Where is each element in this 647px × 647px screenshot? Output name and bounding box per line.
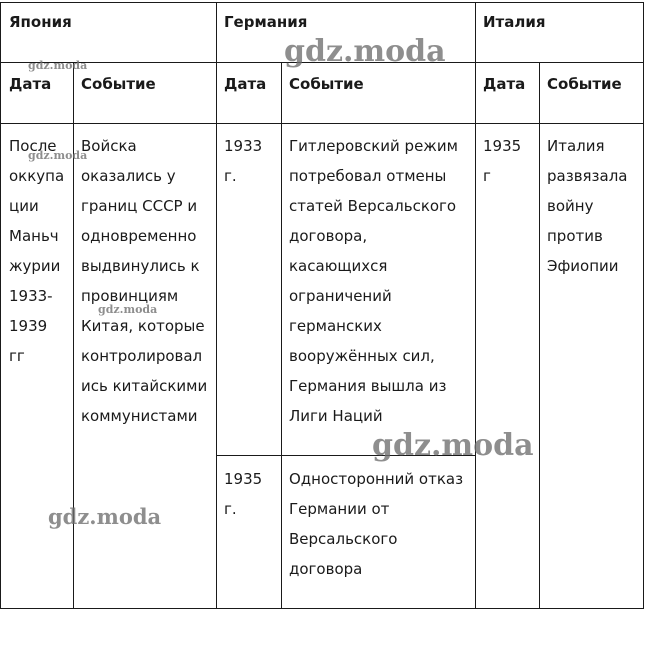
- table-left-border: [0, 2, 1, 609]
- japan-event-cell: Войска оказались у границ СССР и одновременно выдвинулись к провинциям Китая, которые контролировал ись китайскими коммунистами: [81, 137, 208, 425]
- italy-column-divider: [539, 62, 540, 609]
- japan-germany-divider: [216, 2, 217, 609]
- germany-date-header: Дата: [224, 75, 267, 93]
- germany-header: Германия: [224, 13, 308, 31]
- germany-date-cell-1933: 1933 г.: [224, 137, 263, 185]
- italy-event-cell: Италия развязала войну против Эфиопии: [547, 137, 628, 275]
- italy-event-header: Событие: [547, 75, 622, 93]
- italy-date-header: Дата: [483, 75, 526, 93]
- watermark-subheader-japan: gdz.moda: [28, 59, 88, 72]
- watermark-japan-body: gdz.moda: [28, 149, 88, 162]
- italy-date-cell: 1935 г: [483, 137, 522, 185]
- table-bottom-border: [0, 608, 644, 609]
- watermark-japan-event: gdz.moda: [98, 303, 158, 316]
- italy-header: Италия: [483, 13, 546, 31]
- japan-header: Япония: [9, 13, 72, 31]
- watermark-bottom-left: gdz.moda: [48, 504, 162, 529]
- japan-date-header: Дата: [9, 75, 52, 93]
- germany-date-cell-1935: 1935 г.: [224, 470, 263, 518]
- table-top-border: [0, 2, 644, 3]
- table-right-border: [643, 2, 644, 609]
- germany-event-cell-1935: Односторонний отказ Германии от Версальского договора: [289, 470, 464, 578]
- subheader-bottom-border: [0, 123, 644, 124]
- germany-event-header: Событие: [289, 75, 364, 93]
- japan-date-cell: После оккупа ции Маньч журии 1933- 1939 гг: [9, 137, 65, 365]
- watermark-germany-middle: gdz.moda: [372, 428, 534, 463]
- germany-event-cell-1933: Гитлеровский режим потребовал отмены статей Версальского договора, касающихся ограничений германских вооружённых сил, Германия вышла из Лиги Наций: [289, 137, 458, 425]
- germany-italy-divider: [475, 2, 476, 609]
- watermark-top: gdz.moda: [284, 34, 446, 69]
- germany-column-divider: [281, 62, 282, 609]
- japan-event-header: Событие: [81, 75, 156, 93]
